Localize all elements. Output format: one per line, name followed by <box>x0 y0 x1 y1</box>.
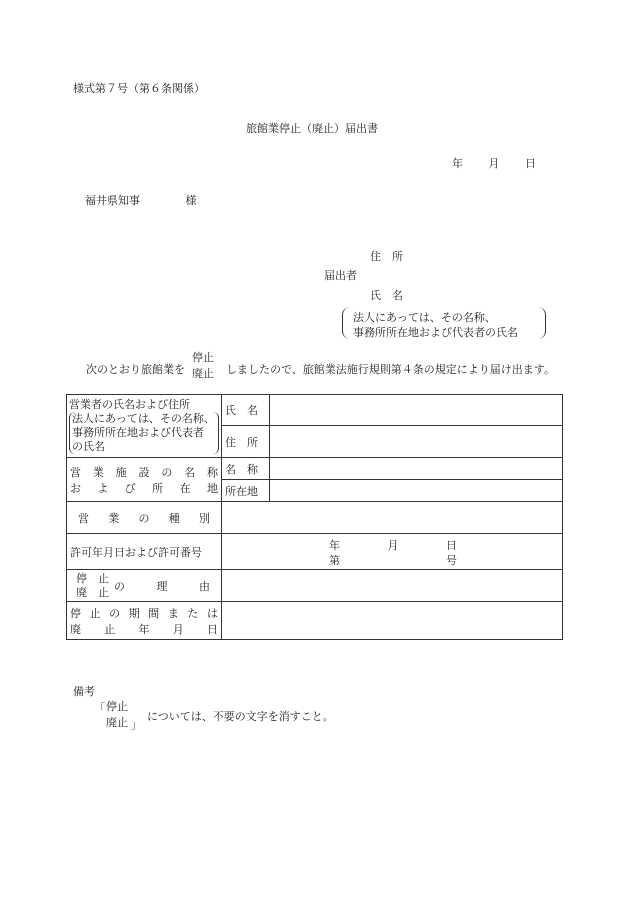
business-type-char: 業 <box>108 511 120 525</box>
notes-options <box>106 699 128 731</box>
period-char: 止 <box>89 606 101 620</box>
addressee <box>85 192 197 208</box>
applicant-address-label: 住 所 <box>370 250 403 263</box>
facility-name-field[interactable] <box>270 458 563 480</box>
business-type-char: 種 <box>168 511 180 525</box>
statement-prefix: 次のとおり旅館業を <box>86 363 185 376</box>
business-type-label <box>70 510 218 526</box>
operator-address-field[interactable] <box>270 426 563 458</box>
permit-number-prefix: 第 <box>329 554 340 567</box>
reason-label-cell <box>67 570 222 602</box>
statement-option-stop: 停止 <box>192 351 214 364</box>
period-char: 年 <box>138 622 150 636</box>
period-char: ま <box>167 606 179 620</box>
period-char: 日 <box>207 622 218 636</box>
period-char: 期 <box>128 606 140 620</box>
period-label-line-2 <box>70 621 218 637</box>
notes-close-quote: 」 <box>131 718 142 731</box>
name-cell-label: 氏 名 <box>222 395 270 426</box>
period-char: た <box>187 606 199 620</box>
reason-char: 由 <box>199 579 210 593</box>
notes-open-quote: 「 <box>94 702 105 715</box>
permit-label: 許可年月日および許可番号 <box>67 534 222 570</box>
addressee-honorific: 様 <box>185 194 197 207</box>
notes-option-abolish: 廃止 <box>106 716 128 729</box>
period-char: 廃 <box>70 622 81 636</box>
operator-corp-line-2: 事務所所在地および代表者 <box>72 426 204 439</box>
facility-label-cell <box>67 458 222 502</box>
form-number: 様式第７号（第６条関係） <box>73 82 205 95</box>
address-cell-label: 住 所 <box>222 426 270 458</box>
period-char: の <box>109 606 121 620</box>
facility-label-line-2 <box>70 480 218 496</box>
date-month: 月 <box>488 157 500 170</box>
period-char: 間 <box>148 606 160 620</box>
operator-corp-line-3: の氏名 <box>72 440 105 453</box>
reason-option-abolish: 廃 止 <box>76 585 109 599</box>
facility-char: 在 <box>179 481 191 495</box>
facility-char: 設 <box>138 465 150 479</box>
operator-name-field[interactable] <box>270 395 563 426</box>
applicant-name-label: 氏 名 <box>370 289 403 302</box>
statement-options <box>192 350 214 382</box>
reason-label <box>70 572 218 600</box>
permit-field[interactable] <box>222 534 563 570</box>
facility-location-label: 所在地 <box>222 480 270 502</box>
addressee-name: 福井県知事 <box>85 194 140 207</box>
statement-option-abolish: 廃止 <box>192 367 214 380</box>
reason-options <box>70 572 114 600</box>
date-line <box>452 155 536 171</box>
business-type-char: 別 <box>199 511 210 525</box>
operator-corp-note <box>69 412 219 454</box>
facility-char: お <box>70 481 81 495</box>
date-year: 年 <box>452 157 463 170</box>
operator-label: 営業者の氏名および住所 <box>69 398 190 411</box>
reason-field[interactable] <box>222 570 563 602</box>
operator-corp-line-1: 法人にあっては、その名称、 <box>72 412 215 425</box>
period-label-line-1 <box>70 605 218 621</box>
facility-char: よ <box>97 481 109 495</box>
facility-char: 業 <box>92 465 104 479</box>
period-char: 止 <box>104 622 116 636</box>
operator-label-cell <box>67 395 222 458</box>
permit-year: 年 <box>329 539 340 552</box>
period-label-cell <box>67 602 222 640</box>
period-char: 停 <box>70 606 81 620</box>
reason-option-stop: 停 止 <box>76 571 109 585</box>
notification-table <box>66 394 563 640</box>
notes-text: については、不要の文字を消すこと。 <box>147 710 334 723</box>
reason-char: 理 <box>156 579 168 593</box>
notes-option-stop: 停止 <box>106 700 128 713</box>
facility-char: 営 <box>70 465 81 479</box>
facility-char: び <box>124 481 136 495</box>
facility-char: 地 <box>206 481 218 495</box>
period-field[interactable] <box>222 602 563 640</box>
permit-number-line <box>329 552 457 568</box>
business-type-field[interactable] <box>222 502 563 534</box>
facility-char: 所 <box>152 481 164 495</box>
reason-rest <box>114 578 218 594</box>
reason-char: の <box>114 579 125 593</box>
permit-month: 月 <box>387 539 399 552</box>
business-type-label-cell <box>67 502 222 534</box>
business-type-char: の <box>138 511 150 525</box>
facility-location-field[interactable] <box>270 480 563 502</box>
facility-name-label: 名 称 <box>222 458 270 480</box>
permit-number-suffix: 号 <box>446 554 457 567</box>
facility-char: 称 <box>206 465 218 479</box>
corporation-note-line-1: 法人にあっては、その名称、 <box>353 311 496 324</box>
facility-char: 名 <box>184 465 196 479</box>
corporation-note-line-2: 事務所所在地および代表者の氏名 <box>353 326 518 339</box>
facility-char: の <box>161 465 173 479</box>
applicant-label: 届出者 <box>324 269 357 282</box>
period-char: は <box>206 606 218 620</box>
document-title: 旅館業停止（廃止）届出書 <box>246 122 378 135</box>
business-type-char: 営 <box>78 511 89 525</box>
statement-suffix: しましたので、旅館業法施行規則第４条の規定により届け出ます。 <box>226 363 555 376</box>
facility-label-line-1 <box>70 464 218 480</box>
period-char: 月 <box>172 622 184 636</box>
notes-heading: 備考 <box>73 685 95 698</box>
facility-char: 施 <box>115 465 127 479</box>
permit-day: 日 <box>446 539 457 552</box>
date-day: 日 <box>525 157 536 170</box>
permit-date-line <box>329 537 457 553</box>
